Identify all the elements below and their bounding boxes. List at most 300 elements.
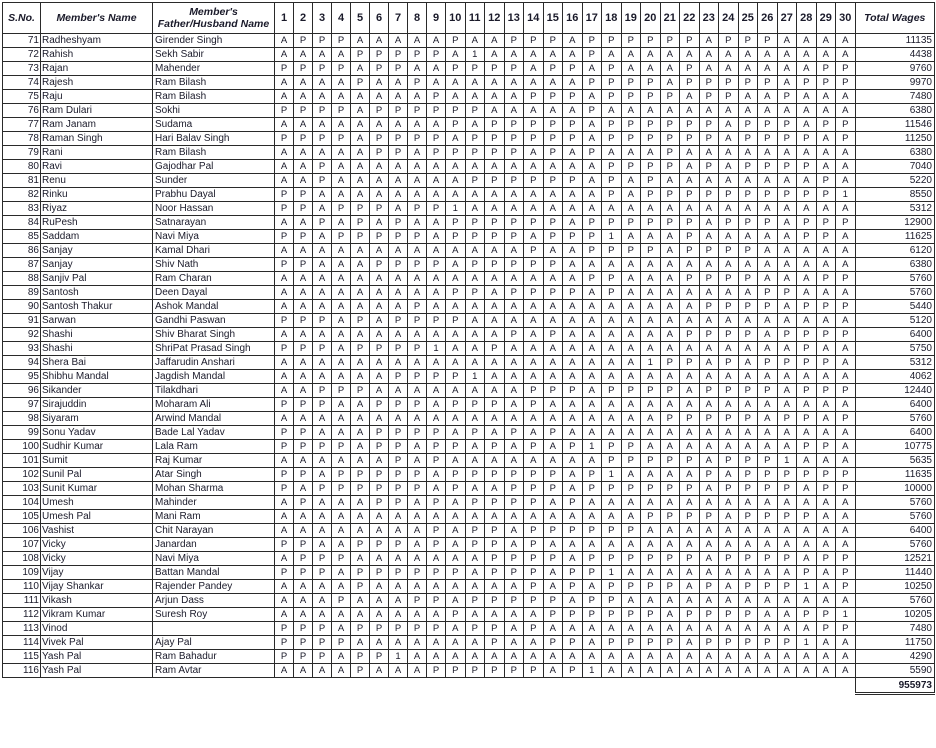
attendance-day-8: A [408,636,427,650]
attendance-day-14: A [524,48,544,62]
attendance-day-17: A [582,300,602,314]
attendance-day-7: A [389,272,408,286]
attendance-day-17: P [582,34,602,48]
header-day-9: 9 [427,3,446,34]
attendance-day-20: A [641,622,661,636]
attendance-day-12: A [485,426,505,440]
attendance-day-7: A [389,328,408,342]
attendance-day-25: A [738,342,758,356]
attendance-day-11: A [465,272,485,286]
attendance-day-19: A [621,538,641,552]
attendance-day-1: A [275,272,294,286]
attendance-day-19: P [621,482,641,496]
attendance-day-21: A [660,300,680,314]
attendance-day-11: P [465,62,485,76]
member-name: Sudhir Kumar [41,440,153,454]
attendance-day-16: P [563,524,583,538]
attendance-day-12: P [485,622,505,636]
attendance-day-16: A [563,594,583,608]
attendance-day-15: P [543,552,563,566]
attendance-day-1: A [275,160,294,174]
header-day-10: 10 [446,3,466,34]
attendance-day-21: P [660,412,680,426]
attendance-day-14: P [524,440,544,454]
attendance-day-14: P [524,482,544,496]
member-name: Shashi [41,328,153,342]
header-day-21: 21 [660,3,680,34]
attendance-day-26: P [758,216,778,230]
attendance-day-26: A [758,524,778,538]
attendance-day-26: A [758,496,778,510]
attendance-day-15: P [543,62,563,76]
attendance-day-4: P [332,552,351,566]
attendance-day-24: A [719,48,739,62]
row-sno: 95 [3,370,41,384]
attendance-day-15: A [543,664,563,678]
table-row [3,300,935,314]
attendance-day-25: P [738,216,758,230]
attendance-day-18: A [602,622,622,636]
attendance-day-3: A [313,300,332,314]
member-name: RuPesh [41,216,153,230]
attendance-day-4: A [332,664,351,678]
attendance-day-7: P [389,398,408,412]
attendance-day-21: P [660,160,680,174]
attendance-day-28: A [797,202,817,216]
attendance-day-9: P [427,426,446,440]
table-row [3,370,935,384]
attendance-day-11: A [465,454,485,468]
attendance-day-14: A [524,202,544,216]
attendance-day-13: P [504,426,524,440]
attendance-day-22: P [680,482,700,496]
attendance-day-9: A [427,230,446,244]
attendance-day-21: P [660,146,680,160]
attendance-day-16: A [563,356,583,370]
attendance-day-5: A [351,62,370,76]
total-wages: 12440 [855,384,935,398]
attendance-day-15: A [543,538,563,552]
attendance-day-27: A [777,300,797,314]
attendance-day-21: A [660,174,680,188]
attendance-day-29: A [816,426,836,440]
attendance-day-16: A [563,314,583,328]
attendance-day-18: P [602,34,622,48]
attendance-day-21: A [660,468,680,482]
attendance-day-3: A [313,272,332,286]
attendance-day-22: A [680,314,700,328]
header-day-22: 22 [680,3,700,34]
header-day-2: 2 [294,3,313,34]
attendance-day-5: P [351,314,370,328]
attendance-day-26: A [758,244,778,258]
total-wages: 12900 [855,216,935,230]
attendance-day-19: A [621,468,641,482]
attendance-day-17: A [582,510,602,524]
attendance-day-17: A [582,636,602,650]
attendance-day-15: A [543,496,563,510]
table-row [3,62,935,76]
attendance-day-27: A [777,62,797,76]
attendance-day-10: A [446,300,466,314]
attendance-day-13: A [504,650,524,664]
attendance-day-18: A [602,356,622,370]
row-sno: 89 [3,286,41,300]
attendance-day-23: A [699,174,719,188]
attendance-day-30: A [836,174,856,188]
attendance-day-5: P [351,230,370,244]
attendance-day-10: A [446,174,466,188]
attendance-day-28: A [797,174,817,188]
attendance-day-17: P [582,230,602,244]
attendance-day-25: P [738,160,758,174]
attendance-day-11: A [465,552,485,566]
attendance-day-12: P [485,230,505,244]
attendance-day-16: P [563,118,583,132]
attendance-day-30: P [836,62,856,76]
attendance-day-27: A [777,342,797,356]
attendance-day-20: P [641,580,661,594]
attendance-day-20: A [641,272,661,286]
attendance-day-8: A [408,286,427,300]
attendance-day-1: A [275,90,294,104]
attendance-day-13: A [504,538,524,552]
attendance-day-19: A [621,188,641,202]
attendance-day-19: A [621,356,641,370]
attendance-day-29: P [816,118,836,132]
father-husband-name: Rajender Pandey [153,580,275,594]
attendance-day-21: A [660,440,680,454]
attendance-day-27: A [777,608,797,622]
attendance-day-13: P [504,496,524,510]
attendance-day-19: P [621,608,641,622]
total-wages: 4438 [855,48,935,62]
attendance-day-7: P [389,426,408,440]
attendance-day-5: A [351,90,370,104]
attendance-day-11: P [465,132,485,146]
attendance-day-15: A [543,314,563,328]
attendance-day-15: A [543,510,563,524]
father-husband-name: Moharam Ali [153,398,275,412]
attendance-day-5: P [351,580,370,594]
attendance-day-24: P [719,552,739,566]
attendance-day-1: A [275,356,294,370]
father-husband-name: Ram Bahadur [153,650,275,664]
attendance-day-8: P [408,132,427,146]
header-day-24: 24 [719,3,739,34]
table-row [3,384,935,398]
attendance-day-17: A [582,132,602,146]
attendance-day-3: A [313,328,332,342]
attendance-day-23: A [699,552,719,566]
attendance-day-17: P [582,608,602,622]
attendance-day-13: P [504,34,524,48]
attendance-day-20: P [641,90,661,104]
attendance-day-2: A [294,370,313,384]
total-wages: 11635 [855,468,935,482]
header-day-15: 15 [543,3,563,34]
attendance-day-26: P [758,454,778,468]
attendance-day-17: A [582,174,602,188]
attendance-day-8: A [408,664,427,678]
attendance-day-12: P [485,342,505,356]
attendance-day-22: A [680,650,700,664]
attendance-day-30: A [836,636,856,650]
attendance-day-2: P [294,650,313,664]
attendance-day-4: P [332,384,351,398]
attendance-day-2: A [294,146,313,160]
attendance-day-29: P [816,468,836,482]
attendance-day-9: A [427,552,446,566]
attendance-day-25: A [738,566,758,580]
attendance-day-3: P [313,566,332,580]
attendance-day-25: A [738,524,758,538]
attendance-day-24: A [719,510,739,524]
attendance-day-17: A [582,538,602,552]
attendance-day-9: 1 [427,342,446,356]
table-row [3,440,935,454]
attendance-day-14: A [524,328,544,342]
attendance-day-19: A [621,594,641,608]
member-name: Vinod [41,622,153,636]
attendance-day-24: A [719,398,739,412]
row-sno: 78 [3,132,41,146]
attendance-day-9: A [427,328,446,342]
table-row [3,412,935,426]
total-wages: 6380 [855,104,935,118]
attendance-day-21: A [660,664,680,678]
attendance-day-1: A [275,664,294,678]
attendance-day-2: A [294,482,313,496]
attendance-day-29: A [816,398,836,412]
attendance-day-25: A [738,174,758,188]
attendance-day-9: P [427,524,446,538]
attendance-day-26: A [758,594,778,608]
table-row [3,426,935,440]
attendance-day-17: A [582,314,602,328]
attendance-day-12: A [485,160,505,174]
attendance-day-24: P [719,356,739,370]
attendance-day-6: A [370,244,389,258]
father-husband-name: Ram Avtar [153,664,275,678]
attendance-day-22: P [680,76,700,90]
attendance-day-15: P [543,174,563,188]
attendance-day-24: P [719,76,739,90]
attendance-day-12: P [485,398,505,412]
attendance-day-23: P [699,636,719,650]
attendance-day-3: A [313,454,332,468]
total-wages: 6400 [855,398,935,412]
attendance-day-27: A [777,48,797,62]
table-row [3,216,935,230]
attendance-day-8: A [408,160,427,174]
attendance-day-12: P [485,132,505,146]
attendance-day-17: P [582,566,602,580]
attendance-day-30: A [836,510,856,524]
attendance-day-28: A [797,146,817,160]
attendance-day-21: A [660,594,680,608]
attendance-day-17: P [582,244,602,258]
attendance-day-23: A [699,230,719,244]
member-name: Vivek Pal [41,636,153,650]
attendance-day-24: P [719,244,739,258]
attendance-day-1: P [275,104,294,118]
total-wages: 6120 [855,244,935,258]
father-husband-name: Jagdish Mandal [153,370,275,384]
row-sno: 83 [3,202,41,216]
attendance-day-4: P [332,202,351,216]
attendance-day-11: P [465,146,485,160]
attendance-day-19: A [621,300,641,314]
attendance-day-26: A [758,90,778,104]
attendance-day-14: P [524,174,544,188]
attendance-day-15: P [543,90,563,104]
member-name: Saddam [41,230,153,244]
attendance-day-7: P [389,258,408,272]
attendance-day-20: A [641,286,661,300]
attendance-day-13: A [504,76,524,90]
attendance-day-21: P [660,384,680,398]
attendance-day-5: A [351,132,370,146]
attendance-day-27: A [777,440,797,454]
attendance-day-19: P [621,524,641,538]
attendance-day-27: A [777,566,797,580]
table-row [3,48,935,62]
father-husband-name: Ram Bilash [153,90,275,104]
attendance-day-2: A [294,272,313,286]
attendance-day-20: P [641,160,661,174]
member-name: Rajesh [41,76,153,90]
attendance-day-25: P [738,34,758,48]
attendance-day-13: A [504,356,524,370]
attendance-day-14: P [524,118,544,132]
attendance-day-11: A [465,580,485,594]
table-row [3,664,935,678]
attendance-day-15: A [543,454,563,468]
attendance-day-26: P [758,356,778,370]
attendance-day-2: A [294,244,313,258]
header-day-14: 14 [524,3,544,34]
attendance-day-9: P [427,496,446,510]
attendance-day-1: A [275,496,294,510]
table-row [3,230,935,244]
attendance-day-25: P [738,118,758,132]
father-husband-name: Noor Hassan [153,202,275,216]
attendance-day-1: A [275,286,294,300]
table-row [3,118,935,132]
table-row [3,202,935,216]
attendance-day-1: P [275,398,294,412]
grand-total-wages: 955973 [855,678,935,694]
member-name: Umesh Pal [41,510,153,524]
attendance-day-1: A [275,174,294,188]
total-wages: 11625 [855,230,935,244]
attendance-day-2: P [294,636,313,650]
header-day-3: 3 [313,3,332,34]
attendance-day-22: P [680,328,700,342]
attendance-day-1: A [275,34,294,48]
attendance-day-29: P [816,440,836,454]
attendance-day-3: A [313,90,332,104]
attendance-day-26: A [758,566,778,580]
attendance-day-7: P [389,370,408,384]
attendance-day-12: A [485,300,505,314]
attendance-day-18: A [602,258,622,272]
attendance-day-4: A [332,174,351,188]
attendance-day-19: A [621,370,641,384]
attendance-day-3: P [313,314,332,328]
attendance-day-2: A [294,118,313,132]
attendance-day-23: A [699,202,719,216]
attendance-day-3: P [313,636,332,650]
attendance-day-16: P [563,384,583,398]
attendance-day-27: A [777,146,797,160]
attendance-day-25: P [738,132,758,146]
attendance-day-7: P [389,132,408,146]
attendance-day-5: A [351,174,370,188]
attendance-day-1: P [275,650,294,664]
attendance-day-16: A [563,622,583,636]
attendance-day-23: A [699,48,719,62]
attendance-day-12: A [485,34,505,48]
attendance-day-9: P [427,538,446,552]
total-wages: 11250 [855,132,935,146]
attendance-day-12: P [485,174,505,188]
table-row [3,188,935,202]
attendance-day-18: P [602,216,622,230]
attendance-day-3: P [313,160,332,174]
table-row [3,286,935,300]
table-row [3,342,935,356]
attendance-day-10: 1 [446,202,466,216]
attendance-day-11: P [465,524,485,538]
attendance-day-3: A [313,538,332,552]
attendance-day-23: P [699,118,719,132]
attendance-day-8: P [408,342,427,356]
attendance-day-29: A [816,510,836,524]
row-sno: 73 [3,62,41,76]
attendance-day-16: A [563,76,583,90]
attendance-day-5: A [351,510,370,524]
attendance-day-11: P [465,104,485,118]
attendance-day-25: P [738,636,758,650]
attendance-day-13: P [504,552,524,566]
attendance-day-10: P [446,566,466,580]
attendance-day-30: A [836,496,856,510]
table-row [3,468,935,482]
attendance-day-4: P [332,104,351,118]
total-wages: 5760 [855,594,935,608]
attendance-day-24: A [719,286,739,300]
attendance-day-14: A [524,650,544,664]
attendance-day-1: A [275,48,294,62]
attendance-day-17: P [582,524,602,538]
attendance-day-18: P [602,384,622,398]
attendance-day-10: P [446,104,466,118]
attendance-day-2: P [294,622,313,636]
attendance-day-1: A [275,608,294,622]
row-sno: 71 [3,34,41,48]
row-sno: 86 [3,244,41,258]
header-day-16: 16 [563,3,583,34]
total-wages: 5440 [855,300,935,314]
attendance-day-21: A [660,202,680,216]
attendance-day-6: A [370,118,389,132]
attendance-day-30: A [836,90,856,104]
attendance-day-26: A [758,104,778,118]
header-day-23: 23 [699,3,719,34]
total-wages: 10250 [855,580,935,594]
